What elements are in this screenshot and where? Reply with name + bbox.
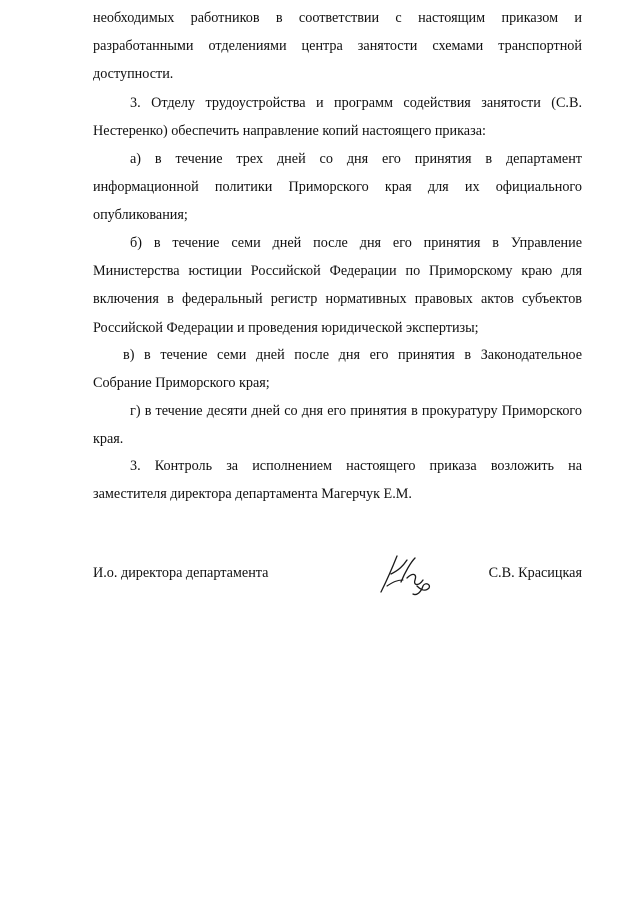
paragraph-subitem-b: б) в течение семи дней после дня его принятия в Управление Министерства юстиции Российской Федерации по Приморскому краю для включения в федеральный регистр нормативных правовых актов субъектов Российской Федерации и проведения юридической экспертизы; xyxy=(93,235,582,336)
signatory-title: И.о. директора департамента xyxy=(93,565,269,581)
paragraph-subitem-g: г) в течение десяти дней со дня его принятия в прокуратуру Приморского края. xyxy=(93,403,582,448)
signatory-name: С.В. Красицкая xyxy=(488,565,582,581)
handwritten-signature xyxy=(373,552,435,598)
paragraph-item-3-employment-dept: 3. Отделу трудоустройства и программ содействия занятости (С.В. Нестеренко) обеспечить направление копий настоящего приказа: xyxy=(93,95,582,140)
paragraph-subitem-v: в) в течение семи дней после дня его принятия в Законодательное Собрание Приморского края; xyxy=(93,347,582,392)
paragraph-continuation: необходимых работников в соответствии с настоящим приказом и разработанными отделениями центра занятости схемами транспортной доступности. xyxy=(93,10,582,83)
signature-block xyxy=(93,558,582,598)
paragraph-subitem-a: а) в течение трех дней со дня его принятия в департамент информационной политики Приморского края для их официального опубликования; xyxy=(93,151,582,224)
paragraph-control: 3. Контроль за исполнением настоящего приказа возложить на заместителя директора департамента Магерчук Е.М. xyxy=(93,458,582,503)
